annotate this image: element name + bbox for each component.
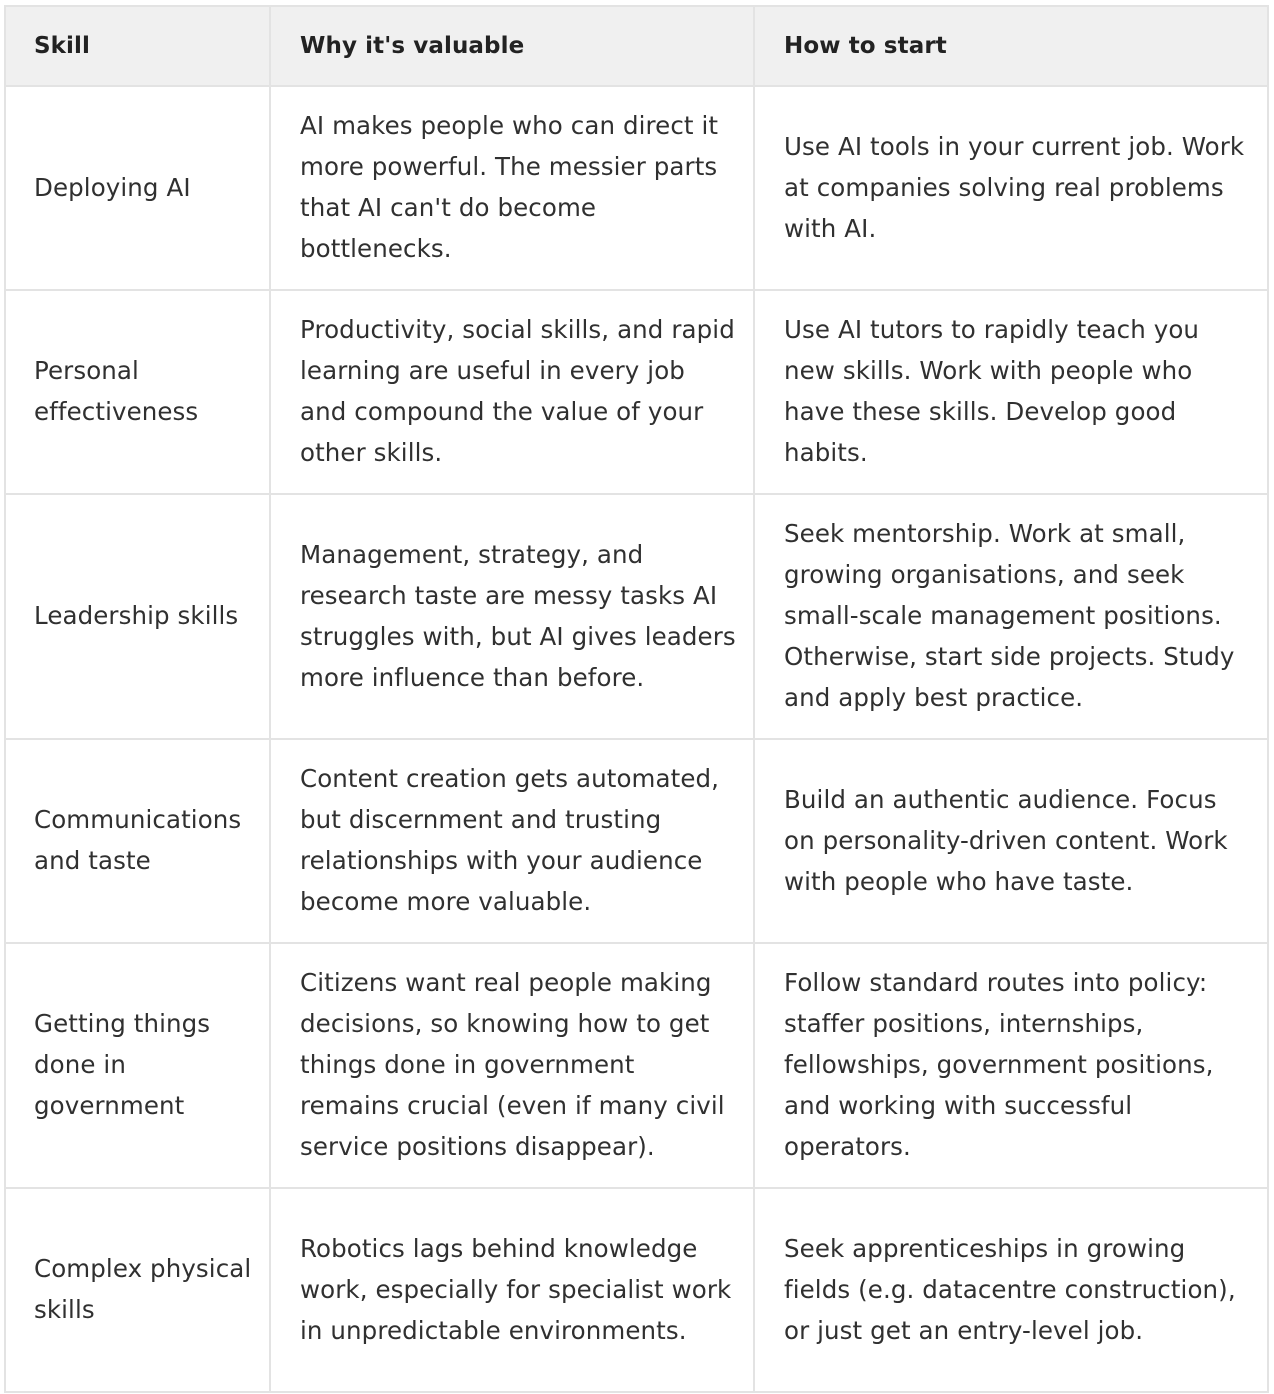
skills-table: [4, 5, 1269, 1393]
table-body: [5, 86, 1268, 1392]
cell-skill: Complex physical skills: [5, 1188, 270, 1392]
cell-skill: Personal effectiveness: [5, 290, 270, 494]
cell-skill: Deploying AI: [5, 86, 270, 290]
table-header: [5, 6, 1268, 86]
skills-table-container: [4, 5, 1267, 1393]
table-row: [5, 943, 1268, 1188]
table-row: [5, 86, 1268, 290]
cell-why: Content creation gets automated, but discernment and trusting relationships with your audience become more valuable.: [270, 739, 754, 943]
table-row: [5, 739, 1268, 943]
table-row: [5, 290, 1268, 494]
cell-why: Citizens want real people making decisions, so knowing how to get things done in government remains crucial (even if many civil service positions disappear).: [270, 943, 754, 1188]
cell-why: Management, strategy, and research taste are messy tasks AI struggles with, but AI gives leaders more influence than before.: [270, 494, 754, 739]
cell-how: Use AI tutors to rapidly teach you new skills. Work with people who have these skills. Develop good habits.: [754, 290, 1268, 494]
table-row: [5, 494, 1268, 739]
cell-why: Productivity, social skills, and rapid learning are useful in every job and compound the value of your other skills.: [270, 290, 754, 494]
cell-how: Use AI tools in your current job. Work at companies solving real problems with AI.: [754, 86, 1268, 290]
table-row: [5, 1188, 1268, 1392]
header-why-valuable: Why it's valuable: [270, 6, 754, 86]
cell-how: Seek mentorship. Work at small, growing organisations, and seek small-scale management positions. Otherwise, start side projects. Study and apply best practice.: [754, 494, 1268, 739]
cell-why: Robotics lags behind knowledge work, especially for specialist work in unpredictable environments.: [270, 1188, 754, 1392]
cell-why: AI makes people who can direct it more powerful. The messier parts that AI can't do become bottlenecks.: [270, 86, 754, 290]
header-how-to-start: How to start: [754, 6, 1268, 86]
header-row: [5, 6, 1268, 86]
cell-how: Build an authentic audience. Focus on personality-driven content. Work with people who have taste.: [754, 739, 1268, 943]
cell-skill: Communications and taste: [5, 739, 270, 943]
cell-how: Seek apprenticeships in growing fields (e.g. datacentre construction), or just get an entry-level job.: [754, 1188, 1268, 1392]
header-skill: Skill: [5, 6, 270, 86]
cell-how: Follow standard routes into policy: staffer positions, internships, fellowships, government positions, and working with successful operators.: [754, 943, 1268, 1188]
cell-skill: Getting things done in government: [5, 943, 270, 1188]
cell-skill: Leadership skills: [5, 494, 270, 739]
